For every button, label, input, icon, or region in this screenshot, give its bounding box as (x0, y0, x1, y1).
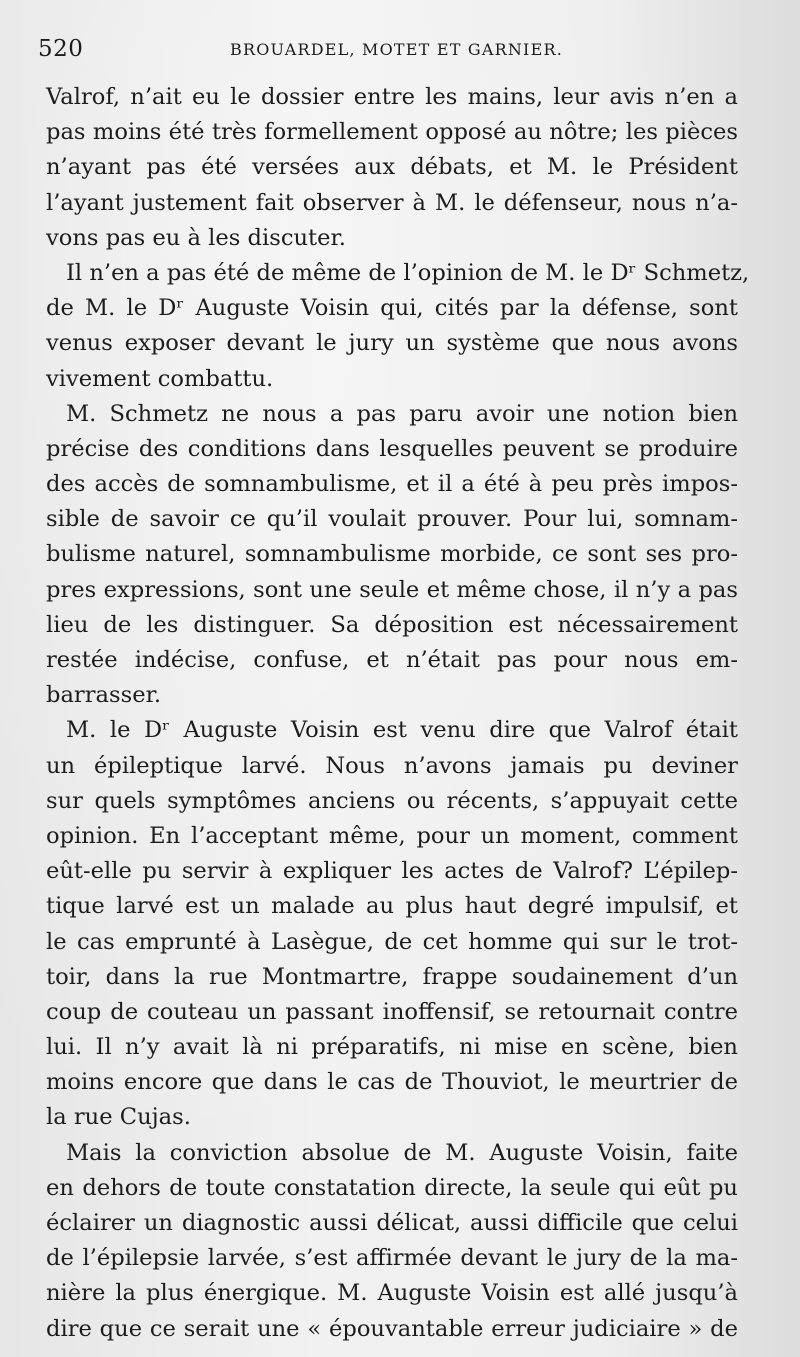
text-line: M. le Dʳ Auguste Voisin est venu dire que Valrof était (66, 717, 738, 744)
text-line: nière la plus énergique. M. Auguste Voisin est allé jusqu’à (46, 1280, 738, 1307)
text-line: sible de savoir ce qu’il voulait prouver. Pour lui, somnam- (46, 506, 738, 533)
text-line: eût-elle pu servir à expliquer les actes de Valrof? L’épilep- (46, 858, 738, 885)
page-header (38, 36, 738, 66)
text-line: pres expressions, sont une seule et même chose, il n’y a pas (46, 576, 738, 603)
text-line: restée indécise, confuse, et n’était pas pour nous em- (46, 647, 738, 673)
text-line: la rue Cujas. (46, 1104, 191, 1131)
text-line: moins encore que dans le cas de Thouviot, le meurtrier de (46, 1069, 738, 1096)
text-line: lui. Il n’y avait là ni préparatifs, ni mise en scène, bien (46, 1034, 738, 1061)
text-line: venus exposer devant le jury un système que nous avons (46, 330, 738, 357)
text-line: dire que ce serait une « épouvantable erreur judiciaire » de (46, 1315, 738, 1342)
text-line: l’ayant justement fait observer à M. le défenseur, nous n’a- (46, 189, 738, 216)
text-line: le cas emprunté à Lasègue, de cet homme qui sur le trot- (46, 928, 738, 955)
text-line: barrasser. (46, 682, 162, 709)
text-line: Valrof, n’ait eu le dossier entre les mains, leur avis n’en a (46, 84, 738, 110)
text-line: un épileptique larvé. Nous n’avons jamais pu deviner (46, 752, 738, 779)
text-line: coup de couteau un passant inoffensif, se retournait contre (46, 998, 738, 1025)
text-line: M. Schmetz ne nous a pas paru avoir une notion bien (66, 400, 738, 427)
running-head: BROUARDEL, MOTET ET GARNIER. (230, 40, 563, 59)
text-line: vivement combattu. (46, 365, 274, 392)
text-line: vons pas eu à les discuter. (46, 224, 346, 251)
text-line: des accès de somnambulisme, et il a été à peu près impos- (46, 471, 738, 498)
text-line: de l’épilepsie larvée, s’est affirmée devant le jury de la ma- (46, 1245, 738, 1272)
body-text (46, 80, 750, 1347)
text-line: n’ayant pas été versées aux débats, et M. le Président (46, 154, 738, 181)
text-line: lieu de les distinguer. Sa déposition est nécessairement (46, 611, 738, 638)
text-line: éclairer un diagnostic aussi délicat, aussi difficile que celui (46, 1210, 738, 1236)
page-number: 520 (38, 36, 84, 62)
text-line: de M. le Dʳ Auguste Voisin qui, cités par la défense, sont (46, 295, 738, 322)
text-line: bulisme naturel, somnambulisme morbide, ce sont ses pro- (46, 541, 738, 568)
text-line: précise des conditions dans lesquelles peuvent se produire (46, 435, 738, 462)
text-line: en dehors de toute constatation directe, la seule qui eût pu (46, 1174, 738, 1201)
text-line: tique larvé est un malade au plus haut degré impulsif, et (46, 893, 738, 920)
text-line: pas moins été très formellement opposé au nôtre; les pièces (46, 119, 738, 146)
text-line: opinion. En l’acceptant même, pour un moment, comment (46, 822, 738, 849)
text-line: toir, dans la rue Montmartre, frappe soudainement d’un (46, 963, 738, 990)
text-line: sur quels symptômes anciens ou récents, s’appuyait cette (46, 787, 738, 814)
text-line: Mais la conviction absolue de M. Auguste Voisin, faite (66, 1139, 738, 1166)
text-line: Il n’en a pas été de même de l’opinion de M. le Dʳ Schmetz, (66, 259, 750, 286)
